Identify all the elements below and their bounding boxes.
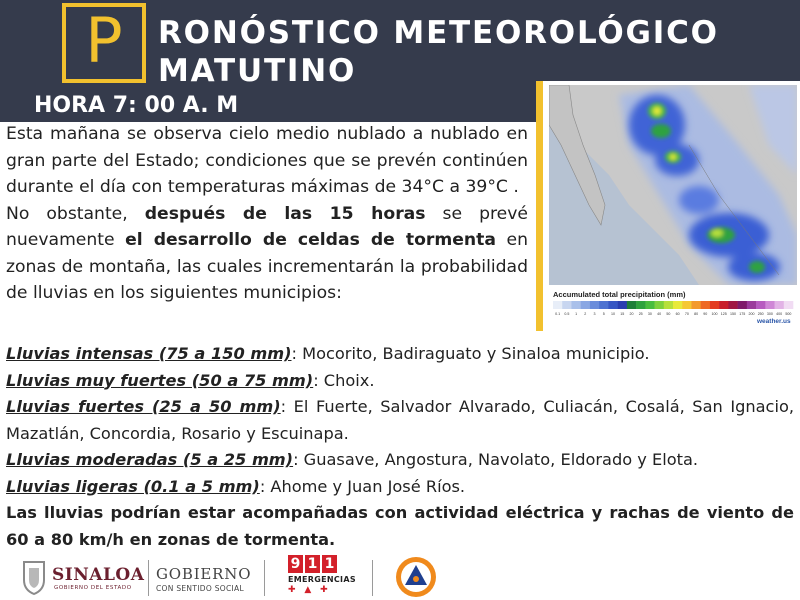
rain-categories	[6, 341, 794, 553]
rain-places: : Ahome y Juan José Ríos.	[259, 476, 466, 496]
precipitation-map	[549, 85, 797, 327]
emergency-services-icons: ✚ ▲ ✚	[288, 585, 331, 595]
footer-divider	[264, 560, 265, 596]
legend-tick-label: 0.1	[555, 312, 561, 316]
footer-divider	[148, 560, 149, 596]
legend-tick-label: 70	[684, 312, 689, 316]
sinaloa-logo-text: SINALOA	[52, 565, 145, 585]
legend-tick-label: 0.5	[564, 312, 570, 316]
legend-swatch	[581, 301, 591, 309]
legend-swatch	[599, 301, 609, 309]
rain-row	[6, 394, 794, 447]
forecast-paragraph-1: Esta mañana se observa cielo medio nublado a nublado en gran parte del Estado; condiciones que se prevén continúen durante el día con temperaturas máximas de 34°C a 39°C .	[6, 124, 528, 197]
legend-swatch	[627, 301, 637, 309]
legend-tick-label: 150	[730, 312, 736, 316]
emergency-digits	[288, 555, 348, 573]
legend-swatch	[664, 301, 674, 309]
legend-swatch	[608, 301, 618, 309]
legend-swatch	[756, 301, 766, 309]
legend-tick-label: 60	[675, 312, 680, 316]
forecast-p2-e: en zonas de montaña, las cuales incrementarán la probabilidad de lluvias en los siguientes municipios:	[6, 230, 528, 303]
legend-swatch	[645, 301, 655, 309]
emergency-digit: 9	[288, 555, 303, 573]
closing-note: Las lluvias podrían estar acompañadas con actividad eléctrica y rachas de viento de 60 a 80 km/h en zonas de tormenta.	[6, 503, 794, 549]
rain-places: : Choix.	[313, 370, 375, 390]
footer-logos	[0, 552, 800, 600]
legend-swatch	[775, 301, 785, 309]
legend-tick-label: 300	[766, 312, 773, 316]
legend-swatch	[719, 301, 729, 309]
legend-swatch	[571, 301, 581, 309]
legend-tick-label: 90	[703, 312, 708, 316]
legend-tick-label: 80	[694, 312, 699, 316]
header-logo-letter: P	[85, 4, 123, 77]
legend-swatch	[691, 301, 701, 309]
legend-tick-label: 40	[657, 312, 662, 316]
emergency-digit: 1	[305, 555, 320, 573]
rain-category: Lluvias moderadas (5 a 25 mm)	[6, 450, 294, 469]
legend-tick-label: 15	[620, 312, 625, 316]
emergencias-911-logo	[288, 555, 356, 599]
legend-swatch	[682, 301, 692, 309]
rain-places: : El Fuerte, Salvador Alvarado, Culiacán, Cosalá, San Ignacio, Mazatlán, Concordia, Rosario y Escuinapa.	[6, 397, 794, 443]
forecast-p2-c: se prevé nuevamente	[6, 203, 528, 250]
sinaloa-shield-icon	[20, 558, 48, 596]
legend-swatch	[701, 301, 711, 309]
legend-tick-label: 100	[711, 312, 718, 316]
legend-swatch	[562, 301, 572, 309]
rain-row	[6, 368, 794, 395]
gobierno-logo-subtext: CON SENTIDO SOCIAL	[156, 584, 244, 593]
legend-swatch	[636, 301, 646, 309]
footer-divider	[372, 560, 373, 596]
gobierno-logo-text: GOBIERNO	[156, 565, 252, 583]
legend-tick-label: 5	[602, 312, 605, 316]
sinaloa-logo-subtext: GOBIERNO DEL ESTADO	[54, 585, 132, 591]
legend-tick-label: 20	[629, 312, 634, 316]
rain-row	[6, 447, 794, 474]
legend-tick-label: 175	[739, 312, 746, 316]
map-legend-title: Accumulated total precipitation (mm)	[553, 290, 686, 299]
forecast-p2-storm: el desarrollo de celdas de tormenta	[125, 230, 496, 250]
legend-swatch	[747, 301, 757, 309]
legend-tick-label: 400	[776, 312, 783, 316]
proteccion-civil-seal-icon	[395, 556, 437, 598]
forecast-p2-time: después de las 15 horas	[144, 203, 426, 224]
header-logo-box	[62, 3, 146, 83]
legend-swatch	[765, 301, 775, 309]
legend-swatch	[655, 301, 665, 309]
forecast-body	[6, 121, 528, 307]
forecast-p2-a: No obstante,	[6, 203, 145, 224]
rain-row	[6, 474, 794, 501]
rain-category: Lluvias ligeras (0.1 a 5 mm)	[6, 476, 260, 496]
legend-tick-label: 2	[584, 312, 587, 316]
legend-swatch	[710, 301, 720, 309]
legend-swatch	[728, 301, 738, 309]
legend-swatch	[738, 301, 748, 309]
legend-tick-label: 25	[638, 312, 643, 316]
time-label: HORA 7: 00 A. M	[34, 93, 239, 118]
legend-tick-label: 250	[757, 312, 764, 316]
legend-tick-label: 10	[611, 312, 615, 316]
legend-swatch	[590, 301, 600, 309]
rain-places: : Guasave, Angostura, Navolato, Eldorado y Elota.	[293, 450, 699, 469]
legend-tick-label: 125	[720, 312, 727, 316]
rain-row	[6, 341, 794, 368]
legend-swatch	[553, 301, 563, 309]
rain-category: Lluvias fuertes (25 a 50 mm)	[6, 397, 281, 416]
emergency-label: EMERGENCIAS	[288, 575, 356, 584]
rain-category: Lluvias muy fuertes (50 a 75 mm)	[6, 370, 314, 390]
legend-tick-label: 1	[575, 312, 578, 316]
rain-category: Lluvias intensas (75 a 150 mm)	[6, 344, 292, 363]
legend-tick-label: 500	[785, 312, 792, 316]
legend-swatch	[618, 301, 628, 309]
rain-places: : Mocorito, Badiraguato y Sinaloa municipio.	[291, 344, 650, 363]
legend-tick-label: 50	[666, 312, 671, 316]
precipitation-map-frame	[536, 81, 800, 331]
emergency-digit: 1	[322, 555, 337, 573]
weather-us-logo: weather.us	[757, 318, 791, 325]
page-title: RONÓSTICO METEOROLÓGICO MATUTINO	[158, 15, 719, 89]
legend-tick-label: 30	[647, 312, 652, 316]
legend-tick-label: 200	[748, 312, 755, 316]
legend-swatch	[784, 301, 794, 309]
legend-swatch	[673, 301, 683, 309]
legend-tick-label: 3	[593, 312, 596, 316]
